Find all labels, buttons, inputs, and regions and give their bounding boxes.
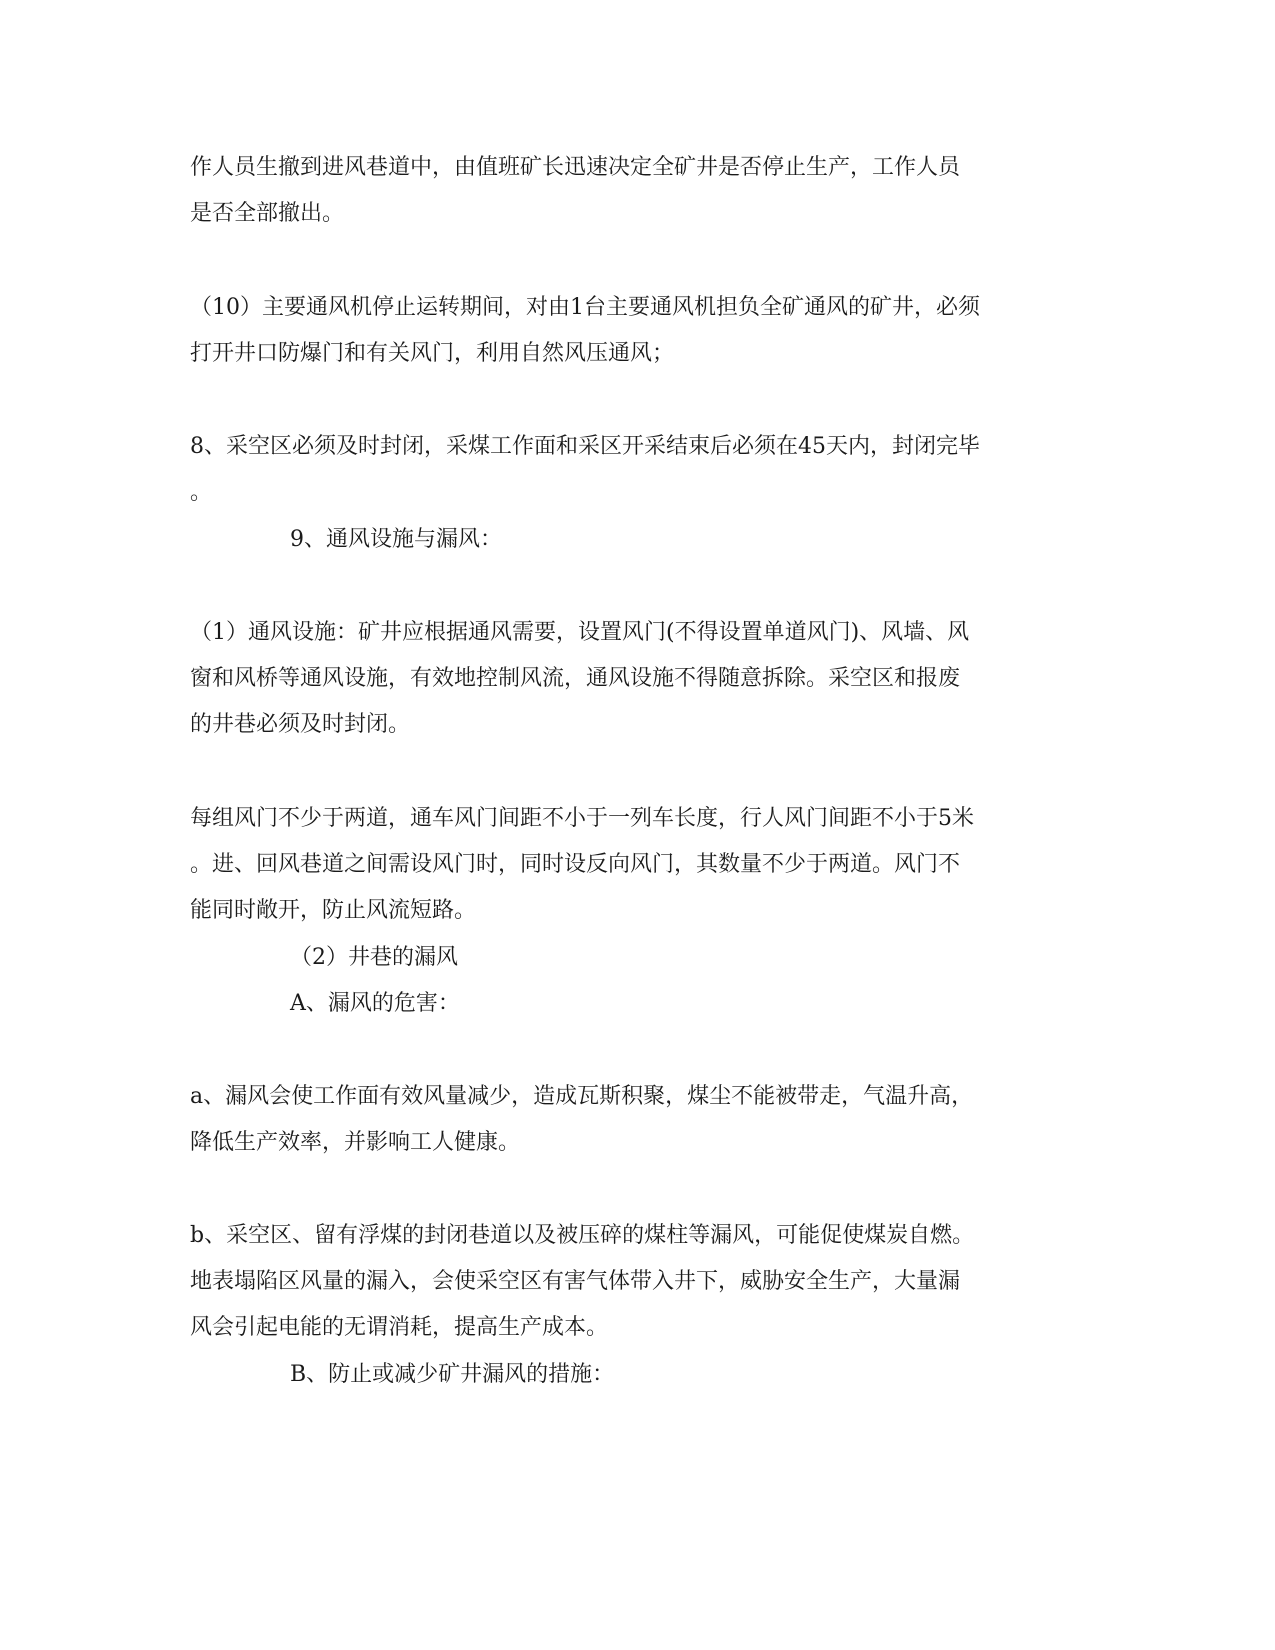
text-line: （2）井巷的漏风: [290, 945, 458, 970]
paragraph-evacuation: [190, 145, 1095, 237]
text-line: （10）主要通风机停止运转期间，对由1台主要通风机担负全矿通风的矿井，必须: [190, 295, 980, 320]
text-line: B、防止或减少矿井漏风的措施：: [290, 1362, 615, 1387]
text-line: 作人员生撤到进风巷道中，由值班矿长迅速决定全矿井是否停止生产，工作人员: [190, 155, 961, 180]
paragraph-ventilation-facilities: [190, 610, 1095, 748]
paragraph-hazard-b: [190, 1213, 1095, 1351]
paragraph-item-8: [190, 424, 1095, 516]
text-line: 能同时敞开，防止风流短路。: [190, 898, 477, 923]
text-line: 降低生产效率，并影响工人健康。: [190, 1130, 521, 1155]
subheading-air-leakage: [290, 935, 1095, 981]
subheading-prevention-measures: [290, 1352, 1095, 1398]
text-line: b、采空区、留有浮煤的封闭巷道以及被压碎的煤柱等漏风，可能促使煤炭自燃。: [190, 1223, 975, 1248]
section-heading-9: [290, 517, 1095, 563]
text-line: 8、采空区必须及时封闭，采煤工作面和采区开采结束后必须在45天内，封闭完毕: [190, 434, 980, 459]
paragraph-air-doors: [190, 796, 1095, 934]
text-line: 每组风门不少于两道，通车风门间距不小于一列车长度，行人风门间距不小于5米: [190, 806, 974, 831]
text-line: 的井巷必须及时封闭。: [190, 712, 411, 737]
text-line: a、漏风会使工作面有效风量减少，造成瓦斯积聚，煤尘不能被带走，气温升高，: [190, 1084, 974, 1109]
text-line: （1）通风设施：矿井应根据通风需要，设置风门(不得设置单道风门)、风墙、风: [190, 620, 970, 645]
text-line: 风会引起电能的无谓消耗，提高生产成本。: [190, 1315, 609, 1340]
text-line: A、漏风的危害：: [290, 991, 460, 1016]
paragraph-hazard-a: [190, 1074, 1095, 1166]
text-line: 打开井口防爆门和有关风门，利用自然风压通风；: [190, 341, 675, 366]
paragraph-item-10: [190, 285, 1095, 377]
text-line: 窗和风桥等通风设施，有效地控制风流，通风设施不得随意拆除。采空区和报废: [190, 666, 961, 691]
text-line: 9、通风设施与漏风：: [290, 527, 502, 552]
text-line: 是否全部撤出。: [190, 201, 345, 226]
text-line: 地表塌陷区风量的漏入，会使采空区有害气体带入井下，威胁安全生产，大量漏: [190, 1269, 961, 1294]
subheading-leakage-hazards: [290, 981, 1095, 1027]
text-line: 。进、回风巷道之间需设风门时，同时设反向风门，其数量不少于两道。风门不: [190, 852, 961, 877]
text-line: 。: [190, 480, 213, 505]
